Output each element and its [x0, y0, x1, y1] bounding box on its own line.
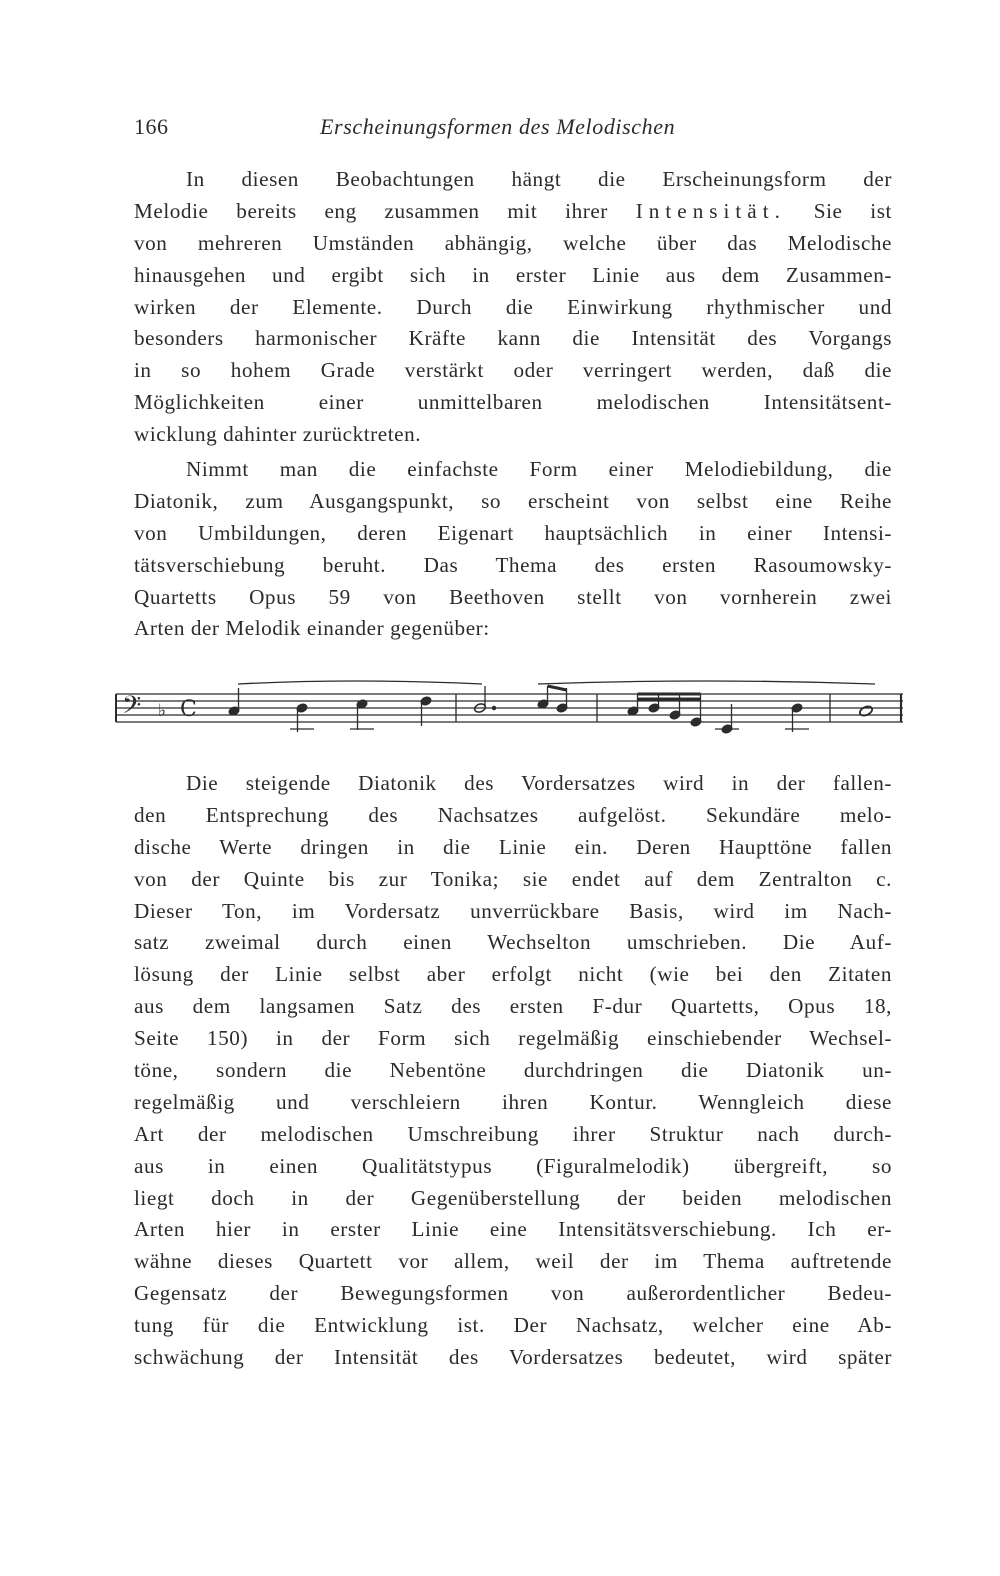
slur-mark — [538, 681, 875, 684]
text-line: liegt doch in der Gegenüberstellung der beiden melodischen — [134, 1185, 892, 1210]
text-line: aus dem langsamen Satz des ersten F-dur Quartetts, Opus 18, — [134, 994, 892, 1019]
text-line: von Umbildungen, deren Eigenart hauptsächlich in einer Intensi- — [134, 520, 892, 545]
running-title: Erscheinungsformen des Melodischen — [320, 114, 676, 139]
text-line — [134, 196, 892, 228]
text-line: Gegensatz der Bewegungsformen von außerordentlicher Bedeu- — [134, 1281, 892, 1306]
text-line: Diatonik, zum Ausgangspunkt, so erscheint von selbst eine Reihe — [134, 488, 892, 513]
text-line: Seite 150) in der Form sich regelmäßig einschiebender Wechsel- — [134, 1026, 892, 1051]
text-line: töne, sondern die Nebentöne durchdringen die Diatonik un- — [134, 1058, 892, 1083]
note-beam — [548, 686, 567, 690]
text-line: hinausgehen und ergibt sich in erster Linie aus dem Zusammen- — [134, 262, 892, 287]
text-line: In diesen Beobachtungen hängt die Erscheinungsform der — [186, 167, 892, 191]
text-line: tung für die Entwicklung ist. Der Nachsatz, welcher eine Ab- — [134, 1313, 892, 1338]
paragraph-3 — [134, 768, 892, 1374]
emphasized-word: Intensität. — [635, 198, 786, 223]
augmentation-dot — [492, 706, 495, 709]
text-line: wirken der Elemente. Durch die Einwirkung rhythmischer und — [134, 294, 892, 319]
text-line: den Entsprechung des Nachsatzes aufgelöst. Sekundäre melo- — [134, 802, 892, 827]
text-line: besonders harmonischer Kräfte kann die Intensität des Vorgangs — [134, 326, 892, 351]
text-line: dische Werte dringen in die Linie ein. Deren Haupttöne fallen — [134, 834, 892, 859]
text-line: schwächung der Intensität des Vordersatzes bedeutet, wird später — [134, 1345, 892, 1370]
text-line: wicklung dahinter zurücktreten. — [134, 422, 422, 447]
text-line: Art der melodischen Umschreibung ihrer Struktur nach durch- — [134, 1121, 892, 1146]
text-line: aus in einen Qualitätstypus (Figuralmelodik) übergreift, so — [134, 1153, 892, 1178]
running-head — [134, 114, 890, 148]
text-line: lösung der Linie selbst aber erfolgt nicht (wie bei den Zitaten — [134, 962, 892, 987]
text-line: satz zweimal durch einen Wechselton umschrieben. Die Auf- — [134, 930, 892, 955]
flat-sign-icon: ♭ — [158, 701, 167, 721]
common-time-icon: C — [180, 697, 197, 722]
text-line: Dieser Ton, im Vordersatz unverrückbare Basis, wird im Nach- — [134, 898, 892, 923]
text-line: Die steigende Diatonik des Vordersatzes wird in der fallen- — [186, 771, 892, 795]
text-segment: Melodie bereits eng zusammen mit ihrer — [134, 198, 608, 223]
bass-clef-icon: 𝄢 — [122, 691, 142, 726]
text-line: von der Quinte bis zur Tonika; sie endet auf dem Zentralton c. — [134, 866, 892, 891]
text-line: Nimmt man die einfachste Form einer Melodiebildung, die — [186, 457, 892, 481]
text-line: tätsverschiebung beruht. Das Thema des ersten Rasoumowsky- — [134, 552, 892, 577]
music-example — [110, 668, 910, 758]
text-line: von mehreren Umständen abhängig, welche über das Melodische — [134, 230, 892, 255]
slur-mark — [238, 681, 482, 684]
text-segment: Sie ist — [813, 198, 892, 223]
text-line: Arten hier in erster Linie eine Intensitätsverschiebung. Ich er- — [134, 1217, 892, 1242]
paragraph-2 — [134, 454, 892, 645]
text-line: wähne dieses Quartett vor allem, weil der im Thema auftretende — [134, 1249, 892, 1274]
text-line: regelmäßig und verschleiern ihren Kontur. Wenngleich diese — [134, 1089, 892, 1114]
paragraph-1 — [134, 164, 892, 451]
text-line: Arten der Melodik einander gegenüber: — [134, 616, 490, 641]
text-line: in so hohem Grade verstärkt oder verringert werden, daß die — [134, 358, 892, 383]
text-line: Möglichkeiten einer unmittelbaren melodischen Intensitätsent- — [134, 390, 892, 415]
page-number: 166 — [134, 114, 169, 139]
text-line: Quartetts Opus 59 von Beethoven stellt von vornherein zwei — [134, 584, 892, 609]
